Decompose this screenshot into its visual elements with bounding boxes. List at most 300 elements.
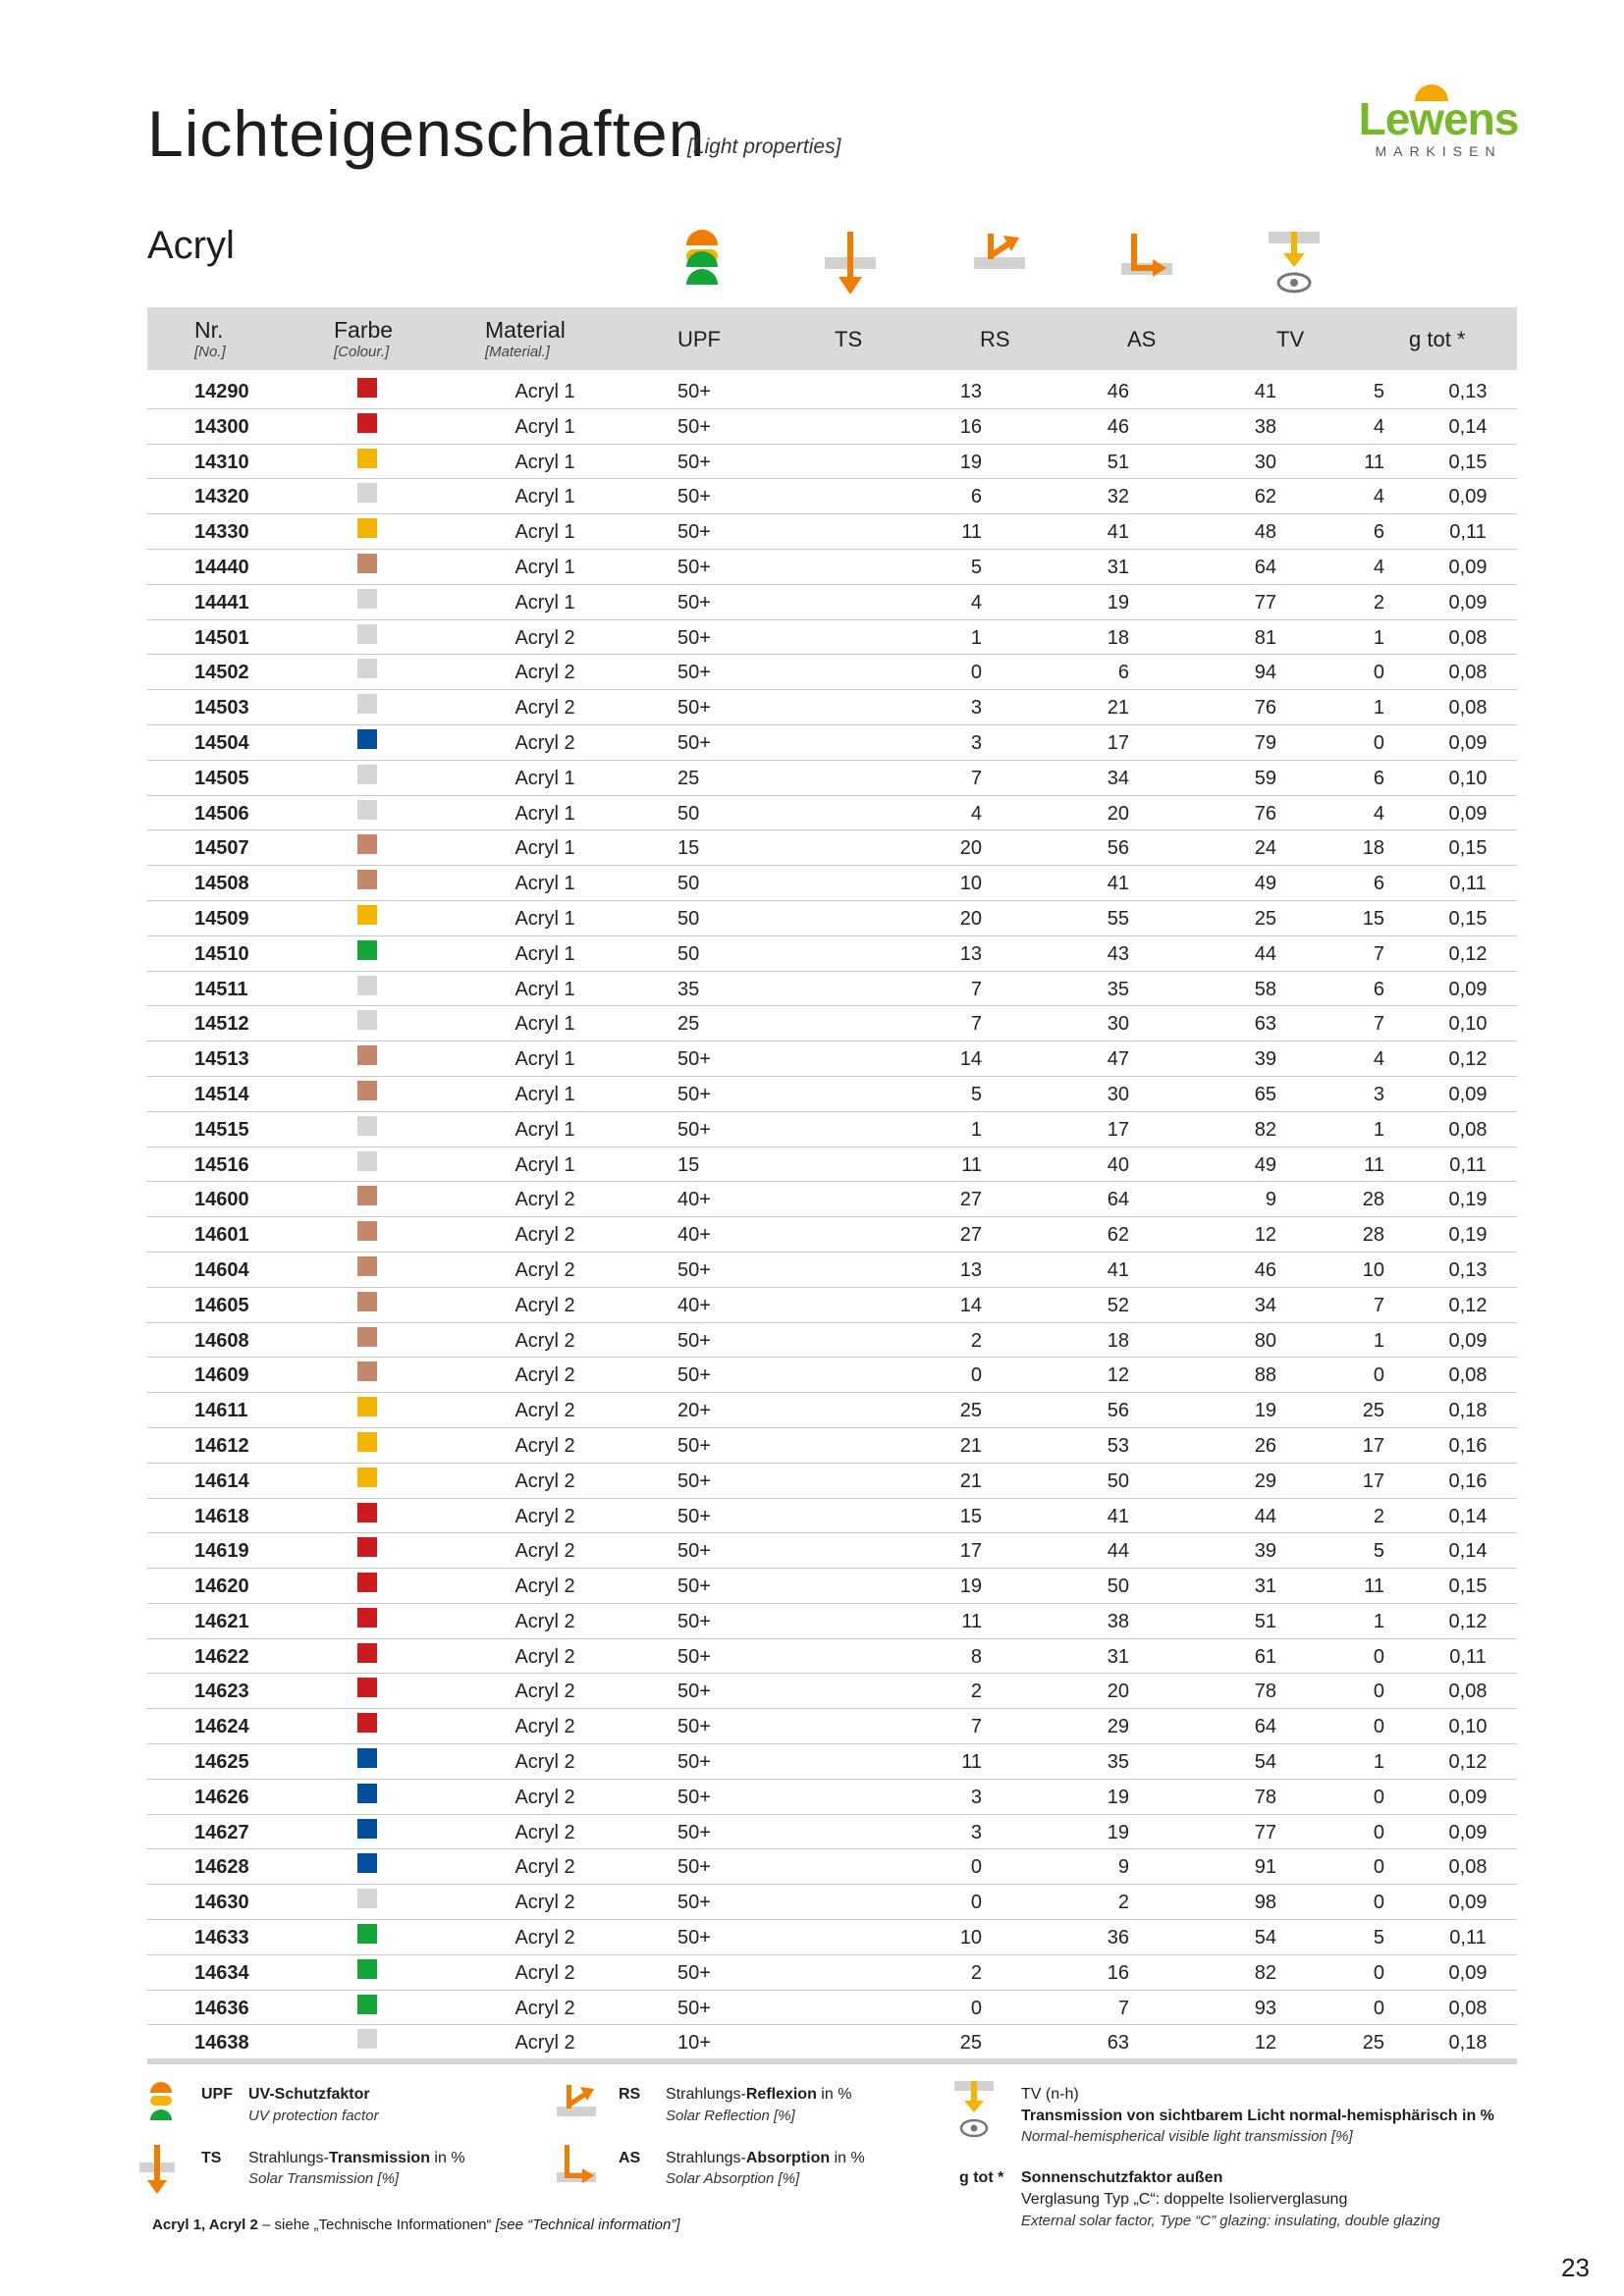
cell-nr: 14608 (194, 1329, 249, 1352)
cell-rs: 12 (1107, 1364, 1129, 1387)
section-title: Acryl (147, 224, 235, 267)
table-row (147, 1533, 1517, 1569)
cell-nr: 14623 (194, 1681, 249, 1703)
cell-material: Acryl 1 (514, 837, 575, 860)
cell-gtot: 0,09 (1448, 731, 1488, 754)
cell-rs: 63 (1107, 2032, 1129, 2055)
table-row (147, 550, 1517, 585)
legend-gtot-key: g tot * (959, 2169, 1004, 2186)
cell-rs: 20 (1107, 1681, 1129, 1703)
table-row (147, 761, 1517, 796)
cell-material: Acryl 1 (514, 1083, 575, 1105)
cell-as: 59 (1254, 767, 1276, 789)
cell-gtot: 0,19 (1448, 1189, 1488, 1211)
cell-as: 19 (1254, 1400, 1276, 1422)
cell-tv: 15 (1362, 907, 1384, 930)
color-swatch (357, 905, 377, 925)
cell-as: 62 (1254, 486, 1276, 508)
cell-tv: 2 (1373, 591, 1384, 614)
color-swatch (357, 1503, 377, 1522)
cell-tv: 0 (1373, 1716, 1384, 1738)
cell-ts: 0 (970, 1364, 982, 1387)
cell-as: 30 (1254, 451, 1276, 473)
cell-rs: 64 (1107, 1189, 1129, 1211)
table-row (147, 1991, 1517, 2026)
color-swatch (357, 1573, 377, 1592)
cell-as: 12 (1254, 2032, 1276, 2055)
cell-nr: 14609 (194, 1364, 249, 1387)
cell-gtot: 0,08 (1448, 1681, 1488, 1703)
cell-as: 82 (1254, 1118, 1276, 1141)
cell-rs: 19 (1107, 591, 1129, 614)
cell-ts: 7 (970, 767, 982, 789)
cell-tv: 28 (1362, 1189, 1384, 1211)
cell-gtot: 0,12 (1448, 1610, 1488, 1632)
cell-ts: 11 (961, 521, 982, 544)
cell-nr: 14504 (194, 731, 249, 754)
cell-upf: 10+ (677, 2032, 711, 2055)
cell-tv: 4 (1373, 556, 1384, 578)
cell-rs: 31 (1107, 556, 1129, 578)
cell-ts: 8 (970, 1645, 982, 1668)
cell-gtot: 0,18 (1448, 1400, 1488, 1422)
cell-gtot: 0,16 (1448, 1469, 1488, 1492)
legend-as-icon (555, 2143, 598, 2188)
ts-icon (821, 228, 880, 298)
legend-upf-en: UV protection factor (248, 2108, 379, 2124)
cell-ts: 2 (970, 1329, 982, 1352)
cell-tv: 28 (1362, 1224, 1384, 1247)
cell-rs: 44 (1107, 1540, 1129, 1563)
cell-nr: 14600 (194, 1189, 249, 1211)
table-row (147, 796, 1517, 831)
cell-as: 54 (1254, 1927, 1276, 1949)
cell-tv: 7 (1373, 1013, 1384, 1036)
table-row (147, 1077, 1517, 1112)
color-swatch (357, 1959, 377, 1979)
cell-material: Acryl 1 (514, 767, 575, 789)
cell-as: 76 (1254, 802, 1276, 825)
cell-nr: 14510 (194, 942, 249, 965)
cell-upf: 40+ (677, 1224, 711, 1247)
cell-nr: 14300 (194, 415, 249, 438)
cell-gtot: 0,09 (1448, 1892, 1488, 1914)
cell-ts: 0 (970, 1997, 982, 2019)
cell-nr: 14622 (194, 1645, 249, 1668)
table-row (147, 620, 1517, 656)
cell-material: Acryl 2 (514, 1716, 575, 1738)
cell-tv: 6 (1373, 521, 1384, 544)
cell-as: 94 (1254, 662, 1276, 684)
cell-gtot: 0,11 (1449, 1927, 1487, 1949)
color-swatch (357, 800, 377, 820)
cell-material: Acryl 1 (514, 415, 575, 438)
color-swatch (357, 1713, 377, 1733)
cell-ts: 11 (961, 1610, 982, 1632)
cell-gtot: 0,16 (1448, 1434, 1488, 1457)
cell-gtot: 0,11 (1449, 521, 1487, 544)
cell-as: 76 (1254, 697, 1276, 720)
cell-material: Acryl 1 (514, 486, 575, 508)
table-row (147, 585, 1517, 620)
cell-gtot: 0,09 (1448, 978, 1488, 1000)
color-swatch (357, 940, 377, 960)
cell-gtot: 0,14 (1448, 1505, 1488, 1527)
cell-rs: 18 (1107, 626, 1129, 649)
color-swatch (357, 449, 377, 468)
cell-nr: 14502 (194, 662, 249, 684)
color-swatch (357, 1748, 377, 1768)
cell-tv: 17 (1362, 1434, 1384, 1457)
cell-nr: 14618 (194, 1505, 249, 1527)
cell-gtot: 0,08 (1448, 1118, 1488, 1141)
cell-as: 98 (1254, 1892, 1276, 1914)
column-header-farbe: Farbe (334, 317, 394, 343)
cell-ts: 3 (970, 731, 982, 754)
table-row (147, 1288, 1517, 1323)
cell-tv: 0 (1373, 1645, 1384, 1668)
cell-upf: 50+ (677, 521, 711, 544)
cell-nr: 14612 (194, 1434, 249, 1457)
cell-as: 63 (1254, 1013, 1276, 1036)
cell-material: Acryl 2 (514, 1821, 575, 1843)
cell-material: Acryl 2 (514, 1575, 575, 1598)
cell-nr: 14290 (194, 381, 249, 402)
cell-ts: 0 (970, 662, 982, 684)
color-swatch (357, 1362, 377, 1381)
cell-nr: 14508 (194, 873, 249, 895)
table-row (147, 1674, 1517, 1709)
cell-upf: 15 (677, 837, 700, 860)
column-header-as: AS (1127, 327, 1157, 351)
table-row (147, 1182, 1517, 1217)
cell-ts: 20 (959, 837, 982, 860)
column-header-gtot: g tot * (1409, 327, 1466, 351)
cell-upf: 50+ (677, 486, 711, 508)
cell-rs: 6 (1117, 662, 1129, 684)
cell-nr: 14320 (194, 486, 249, 508)
tv-icon (1265, 228, 1324, 298)
cell-as: 65 (1254, 1083, 1276, 1105)
cell-ts: 0 (970, 1856, 982, 1879)
cell-gtot: 0,15 (1448, 837, 1488, 860)
cell-upf: 50+ (677, 415, 711, 438)
cell-as: 44 (1254, 942, 1276, 965)
cell-nr: 14628 (194, 1856, 249, 1879)
cell-upf: 50+ (677, 1786, 711, 1808)
cell-rs: 36 (1107, 1927, 1129, 1949)
column-header-farbe-en: [Colour.] (334, 344, 390, 360)
table-row (147, 866, 1517, 901)
cell-tv: 11 (1364, 1575, 1384, 1598)
cell-ts: 4 (970, 802, 982, 825)
table-row (147, 1148, 1517, 1183)
cell-material: Acryl 2 (514, 662, 575, 684)
cell-gtot: 0,09 (1448, 1786, 1488, 1808)
cell-upf: 35 (677, 978, 700, 1000)
cell-material: Acryl 2 (514, 1751, 575, 1774)
cell-upf: 50+ (677, 697, 711, 720)
table-row (147, 830, 1517, 866)
cell-ts: 27 (959, 1224, 982, 1247)
cell-tv: 0 (1373, 662, 1384, 684)
cell-nr: 14619 (194, 1540, 249, 1563)
cell-material: Acryl 2 (514, 626, 575, 649)
cell-gtot: 0,08 (1448, 662, 1488, 684)
cell-as: 79 (1254, 731, 1276, 754)
cell-tv: 0 (1373, 731, 1384, 754)
cell-material: Acryl 2 (514, 1927, 575, 1949)
cell-nr: 14604 (194, 1258, 249, 1281)
table-body (147, 374, 1517, 2060)
cell-tv: 11 (1364, 451, 1384, 473)
cell-material: Acryl 2 (514, 1610, 575, 1632)
cell-material: Acryl 2 (514, 1540, 575, 1563)
cell-material: Acryl 2 (514, 1294, 575, 1316)
table-row (147, 374, 1517, 409)
cell-nr: 14440 (194, 556, 249, 578)
cell-gtot: 0,10 (1448, 767, 1488, 789)
color-swatch (357, 1256, 377, 1276)
cell-gtot: 0,11 (1449, 1645, 1487, 1668)
color-swatch (357, 1784, 377, 1803)
color-swatch (357, 1889, 377, 1908)
cell-ts: 1 (970, 1118, 982, 1141)
color-swatch (357, 554, 377, 573)
cell-rs: 56 (1107, 837, 1129, 860)
cell-nr: 14501 (194, 626, 249, 649)
cell-tv: 17 (1362, 1469, 1384, 1492)
cell-nr: 14512 (194, 1013, 249, 1036)
table-row (147, 1428, 1517, 1464)
cell-rs: 19 (1107, 1821, 1129, 1843)
color-swatch (357, 1081, 377, 1100)
color-swatch (357, 1397, 377, 1416)
cell-rs: 17 (1107, 1118, 1129, 1141)
table-row (147, 1393, 1517, 1428)
cell-rs: 41 (1107, 1258, 1129, 1281)
table-row (147, 1709, 1517, 1744)
table-row (147, 1323, 1517, 1359)
column-header-upf: UPF (677, 327, 721, 351)
cell-rs: 56 (1107, 1400, 1129, 1422)
cell-upf: 50 (677, 802, 700, 825)
cell-rs: 43 (1107, 942, 1129, 965)
cell-as: 58 (1254, 978, 1276, 1000)
cell-nr: 14601 (194, 1224, 249, 1247)
cell-rs: 34 (1107, 767, 1129, 789)
color-swatch (357, 976, 377, 995)
cell-rs: 21 (1107, 697, 1129, 720)
cell-nr: 14626 (194, 1786, 249, 1808)
cell-ts: 4 (970, 591, 982, 614)
legend-ts-de: Strahlungs-Transmission in % (248, 2150, 465, 2166)
cell-material: Acryl 1 (514, 591, 575, 614)
brand-logo (1355, 82, 1522, 161)
cell-material: Acryl 2 (514, 1645, 575, 1668)
cell-tv: 11 (1364, 1153, 1384, 1176)
column-header-nr-en: [No.] (194, 344, 226, 360)
cell-tv: 7 (1373, 1294, 1384, 1316)
cell-tv: 5 (1373, 1540, 1384, 1563)
color-swatch (357, 870, 377, 889)
cell-ts: 21 (959, 1434, 982, 1457)
cell-upf: 50+ (677, 1961, 711, 1984)
legend-as-de: Strahlungs-Absorption in % (666, 2150, 865, 2166)
cell-tv: 7 (1373, 942, 1384, 965)
cell-nr: 14515 (194, 1118, 249, 1141)
cell-rs: 50 (1107, 1575, 1129, 1598)
cell-gtot: 0,09 (1448, 802, 1488, 825)
cell-upf: 50+ (677, 1329, 711, 1352)
logo-wordmark: Lewens (1358, 93, 1519, 144)
cell-material: Acryl 2 (514, 697, 575, 720)
cell-material: Acryl 1 (514, 802, 575, 825)
cell-ts: 15 (959, 1505, 982, 1527)
color-swatch (357, 1678, 377, 1697)
legend-upf-de: UV-Schutzfaktor (248, 2086, 370, 2103)
cell-upf: 50+ (677, 381, 711, 402)
cell-tv: 0 (1373, 1997, 1384, 2019)
cell-gtot: 0,08 (1448, 1856, 1488, 1879)
color-swatch (357, 1186, 377, 1205)
cell-ts: 6 (970, 486, 982, 508)
cell-ts: 16 (959, 415, 982, 438)
cell-material: Acryl 1 (514, 1048, 575, 1071)
color-swatch (357, 1010, 377, 1030)
cell-rs: 50 (1107, 1469, 1129, 1492)
cell-rs: 53 (1107, 1434, 1129, 1457)
cell-material: Acryl 2 (514, 1189, 575, 1211)
cell-tv: 0 (1373, 1821, 1384, 1843)
cell-nr: 14441 (194, 591, 249, 614)
cell-nr: 14624 (194, 1716, 249, 1738)
table-row (147, 1253, 1517, 1288)
cell-nr: 14621 (194, 1610, 249, 1632)
cell-upf: 50+ (677, 451, 711, 473)
cell-material: Acryl 2 (514, 1681, 575, 1703)
legend-tv-icon (952, 2079, 996, 2142)
table-bottom-bar (147, 2058, 1517, 2064)
cell-upf: 50+ (677, 1927, 711, 1949)
cell-tv: 6 (1373, 767, 1384, 789)
cell-tv: 0 (1373, 1892, 1384, 1914)
cell-nr: 14516 (194, 1153, 249, 1176)
cell-ts: 2 (970, 1961, 982, 1984)
cell-rs: 41 (1107, 1505, 1129, 1527)
table-header (147, 307, 1517, 370)
cell-gtot: 0,15 (1448, 451, 1488, 473)
color-swatch (357, 729, 377, 749)
cell-rs: 41 (1107, 873, 1129, 895)
cell-ts: 5 (970, 556, 982, 578)
cell-rs: 38 (1107, 1610, 1129, 1632)
cell-upf: 50+ (677, 1892, 711, 1914)
cell-upf: 50+ (677, 1118, 711, 1141)
cell-as: 39 (1254, 1048, 1276, 1071)
cell-upf: 50+ (677, 1540, 711, 1563)
cell-gtot: 0,09 (1448, 556, 1488, 578)
cell-ts: 3 (970, 1821, 982, 1843)
cell-gtot: 0,10 (1448, 1013, 1488, 1036)
cell-as: 44 (1254, 1505, 1276, 1527)
table-row (147, 972, 1517, 1007)
cell-nr: 14620 (194, 1575, 249, 1598)
cell-ts: 5 (970, 1083, 982, 1105)
page-number: 23 (1561, 2253, 1590, 2282)
cell-material: Acryl 1 (514, 978, 575, 1000)
cell-gtot: 0,12 (1448, 1751, 1488, 1774)
cell-tv: 18 (1362, 837, 1384, 860)
cell-tv: 0 (1373, 1681, 1384, 1703)
cell-ts: 25 (959, 2032, 982, 2055)
table-row (147, 445, 1517, 480)
table-row (147, 1849, 1517, 1885)
color-swatch (357, 1292, 377, 1311)
cell-ts: 14 (959, 1294, 982, 1316)
cell-material: Acryl 2 (514, 1961, 575, 1984)
table-row (147, 1217, 1517, 1253)
table-row (147, 1112, 1517, 1148)
cell-as: 38 (1254, 415, 1276, 438)
cell-as: 29 (1254, 1469, 1276, 1492)
cell-as: 78 (1254, 1681, 1276, 1703)
cell-upf: 25 (677, 1013, 700, 1036)
cell-nr: 14611 (194, 1400, 248, 1422)
cell-as: 91 (1254, 1856, 1276, 1879)
cell-nr: 14505 (194, 767, 249, 789)
legend-upf-icon (145, 2081, 177, 2124)
cell-upf: 50+ (677, 731, 711, 754)
cell-ts: 13 (959, 942, 982, 965)
cell-as: 49 (1254, 873, 1276, 895)
cell-upf: 50+ (677, 1997, 711, 2019)
cell-gtot: 0,19 (1448, 1224, 1488, 1247)
cell-rs: 51 (1107, 451, 1129, 473)
column-header-tv: TV (1276, 327, 1305, 351)
cell-rs: 29 (1107, 1716, 1129, 1738)
table-row (147, 1358, 1517, 1393)
page-subtitle: [Light properties] (687, 135, 841, 158)
table-row (147, 1041, 1517, 1077)
column-header-nr: Nr. (194, 317, 224, 343)
cell-material: Acryl 2 (514, 1997, 575, 2019)
legend-gtot-en: External solar factor, Type “C” glazing: insulating, double glazing (1021, 2213, 1440, 2229)
cell-ts: 25 (959, 1400, 982, 1422)
cell-nr: 14605 (194, 1294, 249, 1316)
rs-icon (970, 228, 1029, 298)
cell-material: Acryl 2 (514, 1258, 575, 1281)
cell-gtot: 0,09 (1448, 1329, 1488, 1352)
cell-material: Acryl 1 (514, 873, 575, 895)
table-row (147, 479, 1517, 514)
legend-tv-de: Transmission von sichtbarem Licht normal-hemisphärisch in % (1021, 2108, 1494, 2124)
cell-as: 77 (1254, 591, 1276, 614)
cell-gtot: 0,09 (1448, 486, 1488, 508)
cell-gtot: 0,12 (1448, 1294, 1488, 1316)
color-swatch (357, 413, 377, 433)
cell-nr: 14636 (194, 1997, 249, 2019)
cell-ts: 3 (970, 1786, 982, 1808)
column-header-rs: RS (980, 327, 1010, 351)
cell-upf: 50+ (677, 626, 711, 649)
cell-nr: 14627 (194, 1821, 249, 1843)
legend-as-key: AS (619, 2150, 641, 2166)
cell-upf: 50+ (677, 1258, 711, 1281)
cell-as: 61 (1254, 1645, 1276, 1668)
cell-material: Acryl 2 (514, 2032, 575, 2055)
cell-nr: 14509 (194, 907, 249, 930)
